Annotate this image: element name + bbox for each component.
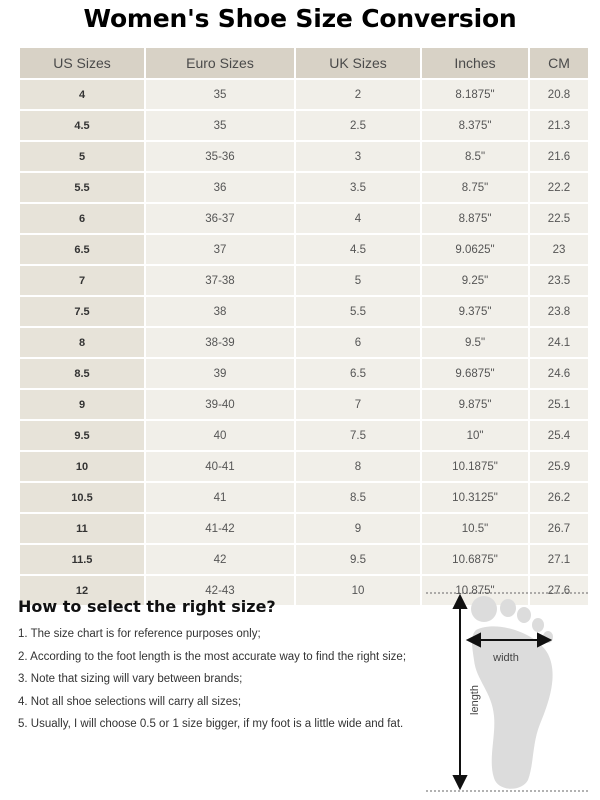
table-row [20, 111, 588, 140]
cell-cm: 24.6 [530, 359, 588, 388]
list-item: 2. According to the foot length is the most accurate way to find the right size; [18, 650, 407, 663]
cell-euro-size: 38-39 [146, 328, 294, 357]
cell-euro-size: 35 [146, 80, 294, 109]
cell-uk-size: 5 [296, 266, 420, 295]
table-body [20, 80, 588, 605]
length-label: length [469, 685, 481, 715]
cell-us-size: 11 [20, 514, 144, 543]
cell-cm: 26.7 [530, 514, 588, 543]
cell-us-size: 5 [20, 142, 144, 171]
width-label: width [493, 652, 519, 664]
cell-inches: 9.6875" [422, 359, 528, 388]
cell-cm: 21.6 [530, 142, 588, 171]
cell-cm: 23.5 [530, 266, 588, 295]
foot-silhouette [471, 596, 553, 789]
table-row [20, 514, 588, 543]
cell-cm: 22.2 [530, 173, 588, 202]
cell-uk-size: 7 [296, 390, 420, 419]
header-us-sizes: US Sizes [20, 48, 144, 78]
cell-inches: 9.25" [422, 266, 528, 295]
cell-us-size: 8.5 [20, 359, 144, 388]
cell-us-size: 7 [20, 266, 144, 295]
cell-inches: 10" [422, 421, 528, 450]
cell-us-size: 4 [20, 80, 144, 109]
cell-uk-size: 2 [296, 80, 420, 109]
cell-cm: 23.8 [530, 297, 588, 326]
guide-heading: How to select the right size? [18, 597, 276, 616]
table-row [20, 421, 588, 450]
cell-inches: 10.5" [422, 514, 528, 543]
cell-us-size: 4.5 [20, 111, 144, 140]
table-row [20, 328, 588, 357]
cell-us-size: 7.5 [20, 297, 144, 326]
cell-inches: 10.6875" [422, 545, 528, 574]
size-conversion-table [18, 46, 590, 607]
table-row [20, 142, 588, 171]
cell-inches: 8.75" [422, 173, 528, 202]
table-row [20, 235, 588, 264]
table-row [20, 545, 588, 574]
list-item: 5. Usually, I will choose 0.5 or 1 size bigger, if my foot is a little wide and fat. [18, 718, 404, 730]
cell-inches: 9.875" [422, 390, 528, 419]
cell-euro-size: 38 [146, 297, 294, 326]
table-row [20, 173, 588, 202]
cell-us-size: 12 [20, 576, 144, 605]
cell-cm: 24.1 [530, 328, 588, 357]
cell-euro-size: 40 [146, 421, 294, 450]
cell-cm: 20.8 [530, 80, 588, 109]
header-cm: CM [530, 48, 588, 78]
cell-uk-size: 5.5 [296, 297, 420, 326]
cell-uk-size: 6.5 [296, 359, 420, 388]
length-arrow [454, 596, 466, 788]
cell-euro-size: 39-40 [146, 390, 294, 419]
header-uk-sizes: UK Sizes [296, 48, 420, 78]
cell-uk-size: 4.5 [296, 235, 420, 264]
cell-inches: 8.5" [422, 142, 528, 171]
cell-us-size: 9.5 [20, 421, 144, 450]
cell-cm: 25.9 [530, 452, 588, 481]
table-row [20, 80, 588, 109]
cell-inches: 10.3125" [422, 483, 528, 512]
foot-measurement-icon [424, 588, 590, 796]
cell-inches: 8.375" [422, 111, 528, 140]
cell-us-size: 6 [20, 204, 144, 233]
cell-euro-size: 35-36 [146, 142, 294, 171]
size-table-container [18, 46, 582, 607]
cell-euro-size: 35 [146, 111, 294, 140]
table-row [20, 266, 588, 295]
table-row [20, 390, 588, 419]
cell-us-size: 5.5 [20, 173, 144, 202]
header-inches: Inches [422, 48, 528, 78]
cell-us-size: 8 [20, 328, 144, 357]
list-item: 3. Note that sizing will vary between brands; [18, 673, 243, 685]
cell-us-size: 9 [20, 390, 144, 419]
cell-cm: 25.4 [530, 421, 588, 450]
list-item: 4. Not all shoe selections will carry all sizes; [18, 695, 242, 708]
cell-us-size: 6.5 [20, 235, 144, 264]
cell-euro-size: 37-38 [146, 266, 294, 295]
list-item: 1. The size chart is for reference purposes only; [18, 628, 261, 640]
page-title: Women's Shoe Size Conversion [83, 4, 517, 33]
cell-uk-size: 3.5 [296, 173, 420, 202]
tips-list [18, 626, 468, 739]
cell-inches: 8.875" [422, 204, 528, 233]
cell-uk-size: 8.5 [296, 483, 420, 512]
table-row [20, 483, 588, 512]
cell-euro-size: 42 [146, 545, 294, 574]
cell-us-size: 10 [20, 452, 144, 481]
cell-uk-size: 6 [296, 328, 420, 357]
cell-uk-size: 7.5 [296, 421, 420, 450]
cell-inches: 9.375" [422, 297, 528, 326]
table-row [20, 297, 588, 326]
cell-euro-size: 37 [146, 235, 294, 264]
cell-cm: 22.5 [530, 204, 588, 233]
cell-uk-size: 9 [296, 514, 420, 543]
cell-inches: 10.875" [422, 576, 528, 605]
cell-cm: 27.1 [530, 545, 588, 574]
table-row [20, 452, 588, 481]
cell-euro-size: 36 [146, 173, 294, 202]
cell-us-size: 11.5 [20, 545, 144, 574]
cell-cm: 26.2 [530, 483, 588, 512]
cell-euro-size: 42-43 [146, 576, 294, 605]
table-row [20, 204, 588, 233]
table-row [20, 359, 588, 388]
cell-inches: 9.0625" [422, 235, 528, 264]
cell-cm: 21.3 [530, 111, 588, 140]
cell-uk-size: 10 [296, 576, 420, 605]
cell-euro-size: 41 [146, 483, 294, 512]
cell-us-size: 10.5 [20, 483, 144, 512]
cell-uk-size: 9.5 [296, 545, 420, 574]
cell-inches: 10.1875" [422, 452, 528, 481]
cell-euro-size: 41-42 [146, 514, 294, 543]
header-euro-sizes: Euro Sizes [146, 48, 294, 78]
cell-uk-size: 8 [296, 452, 420, 481]
cell-cm: 27.6 [530, 576, 588, 605]
table-header-row [20, 48, 588, 78]
cell-inches: 9.5" [422, 328, 528, 357]
cell-euro-size: 36-37 [146, 204, 294, 233]
cell-cm: 23 [530, 235, 588, 264]
cell-euro-size: 39 [146, 359, 294, 388]
cell-uk-size: 4 [296, 204, 420, 233]
cell-inches: 8.1875" [422, 80, 528, 109]
cell-euro-size: 40-41 [146, 452, 294, 481]
cell-cm: 25.1 [530, 390, 588, 419]
cell-uk-size: 3 [296, 142, 420, 171]
cell-uk-size: 2.5 [296, 111, 420, 140]
